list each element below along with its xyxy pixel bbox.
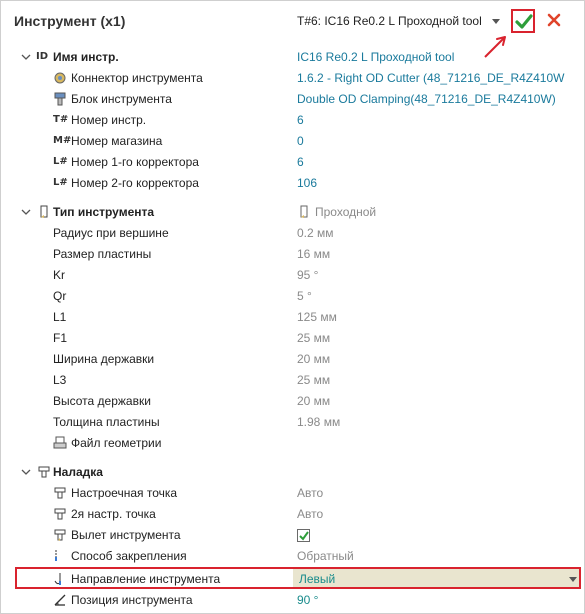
property-value[interactable]: 25 мм: [297, 373, 331, 387]
property-row[interactable]: [1, 152, 585, 173]
checkmark-icon: [515, 13, 533, 31]
turning-tool-icon: [297, 205, 311, 219]
property-label: Номер инстр.: [71, 113, 147, 127]
property-label: Файл геометрии: [71, 436, 162, 450]
tool-block-icon: [53, 92, 67, 106]
property-label: Kr: [53, 268, 65, 282]
property-value[interactable]: 1.98 мм: [297, 415, 341, 429]
property-value[interactable]: 16 мм: [297, 247, 331, 261]
tool-type-value[interactable]: Проходной: [315, 205, 377, 219]
property-row[interactable]: [1, 370, 585, 391]
property-row[interactable]: [1, 110, 585, 131]
property-row[interactable]: [1, 433, 585, 454]
property-value[interactable]: 95 °: [297, 268, 319, 282]
property-label: Позиция инструмента: [71, 593, 193, 607]
offset-number-icon: L#: [53, 177, 68, 188]
connector-icon: [53, 71, 67, 85]
property-label: Направление инструмента: [71, 572, 221, 586]
property-label: Коннектор инструмента: [71, 71, 203, 85]
property-row[interactable]: [1, 504, 585, 525]
property-row[interactable]: [1, 391, 585, 412]
property-row[interactable]: [1, 307, 585, 328]
offset-number-icon: L#: [53, 156, 68, 167]
section-label: Тип инструмента: [53, 205, 155, 219]
property-label: Ширина державки: [53, 352, 155, 366]
clamping-method-icon: [53, 549, 67, 563]
property-label: F1: [53, 331, 68, 345]
chevron-down-icon[interactable]: [21, 207, 31, 217]
property-value[interactable]: 0: [297, 134, 304, 148]
magazine-number-icon: M#: [53, 135, 72, 146]
close-icon: [546, 12, 562, 28]
property-row[interactable]: [1, 265, 585, 286]
section-tool-type[interactable]: [1, 202, 585, 223]
property-row[interactable]: [1, 89, 585, 110]
property-value[interactable]: Обратный: [297, 549, 354, 563]
cancel-button[interactable]: [546, 12, 562, 28]
property-value[interactable]: 0.2 мм: [297, 226, 334, 240]
property-label: Вылет инструмента: [71, 528, 181, 542]
property-row[interactable]: [1, 590, 585, 611]
setup-icon: [37, 465, 51, 479]
section-label: Имя инстр.: [53, 50, 119, 64]
tool-overhang-checkbox[interactable]: [297, 529, 310, 542]
property-label: Номер 2-го корректора: [71, 176, 199, 190]
property-label: Настроечная точка: [71, 486, 178, 500]
confirm-button[interactable]: [511, 9, 535, 33]
setup-point-icon: [53, 486, 67, 500]
property-label: L3: [53, 373, 67, 387]
property-value[interactable]: 5 °: [297, 289, 312, 303]
property-row[interactable]: [1, 349, 585, 370]
property-label: Размер пластины: [53, 247, 152, 261]
property-row[interactable]: [1, 131, 585, 152]
property-value[interactable]: 90 °: [297, 593, 319, 607]
property-row[interactable]: [1, 483, 585, 504]
checkmark-icon: [299, 531, 309, 541]
chevron-down-icon[interactable]: [569, 577, 577, 582]
property-label: Высота державки: [53, 394, 151, 408]
panel-header: [1, 1, 585, 41]
property-row[interactable]: [1, 328, 585, 349]
property-label: Толщина пластины: [53, 415, 160, 429]
property-value[interactable]: 125 мм: [297, 310, 337, 324]
panel-title: Инструмент (x1): [14, 13, 126, 29]
geometry-file-icon: [53, 436, 67, 450]
tool-direction-icon: [53, 572, 67, 586]
turning-tool-icon: [37, 205, 51, 219]
property-label: L1: [53, 310, 67, 324]
property-row[interactable]: [1, 286, 585, 307]
property-row[interactable]: [1, 68, 585, 89]
tool-direction-row-highlighted[interactable]: [15, 567, 581, 589]
section-tool-name[interactable]: [1, 47, 585, 68]
tool-position-icon: [53, 593, 67, 607]
tool-select[interactable]: T#6: IC16 Re0.2 L Проходной tool: [297, 14, 482, 28]
property-label: 2я настр. точка: [71, 507, 156, 521]
property-row[interactable]: [1, 525, 585, 546]
property-label: Qr: [53, 289, 67, 303]
tool-name-value[interactable]: IC16 Re0.2 L Проходной tool: [297, 50, 455, 64]
property-row[interactable]: [1, 173, 585, 194]
property-label: Номер магазина: [71, 134, 163, 148]
property-label: Радиус при вершине: [53, 226, 169, 240]
property-value[interactable]: 6: [297, 155, 304, 169]
section-label: Наладка: [53, 465, 103, 479]
chevron-down-icon[interactable]: [21, 52, 31, 62]
property-label: Номер 1-го корректора: [71, 155, 199, 169]
property-label: Блок инструмента: [71, 92, 172, 106]
setup-point-icon: [53, 507, 67, 521]
tool-number-icon: T#: [53, 114, 69, 125]
property-value[interactable]: 25 мм: [297, 331, 331, 345]
tool-overhang-icon: [53, 528, 67, 542]
tool-direction-select[interactable]: Левый: [299, 572, 336, 586]
property-row[interactable]: [1, 244, 585, 265]
row-value-bg: [293, 569, 579, 587]
section-setup[interactable]: [1, 462, 585, 483]
property-value[interactable]: Авто: [297, 507, 324, 521]
property-value[interactable]: 106: [297, 176, 318, 190]
id-icon: ID: [35, 51, 49, 62]
property-value[interactable]: Double OD Clamping(48_71216_DE_R4Z410W): [297, 92, 556, 106]
property-value[interactable]: 20 мм: [297, 394, 331, 408]
property-row[interactable]: [1, 546, 585, 567]
property-row[interactable]: [1, 412, 585, 433]
property-row[interactable]: [1, 223, 585, 244]
tool-select-dropdown-icon[interactable]: [492, 19, 500, 24]
property-value[interactable]: 1.6.2 - Right OD Cutter (48_71216_DE_R4Z410W: [297, 71, 565, 85]
chevron-down-icon[interactable]: [21, 467, 31, 477]
property-value[interactable]: Авто: [297, 486, 324, 500]
property-value[interactable]: 6: [297, 113, 304, 127]
property-label: Способ закрепления: [71, 549, 187, 563]
property-value[interactable]: 20 мм: [297, 352, 331, 366]
